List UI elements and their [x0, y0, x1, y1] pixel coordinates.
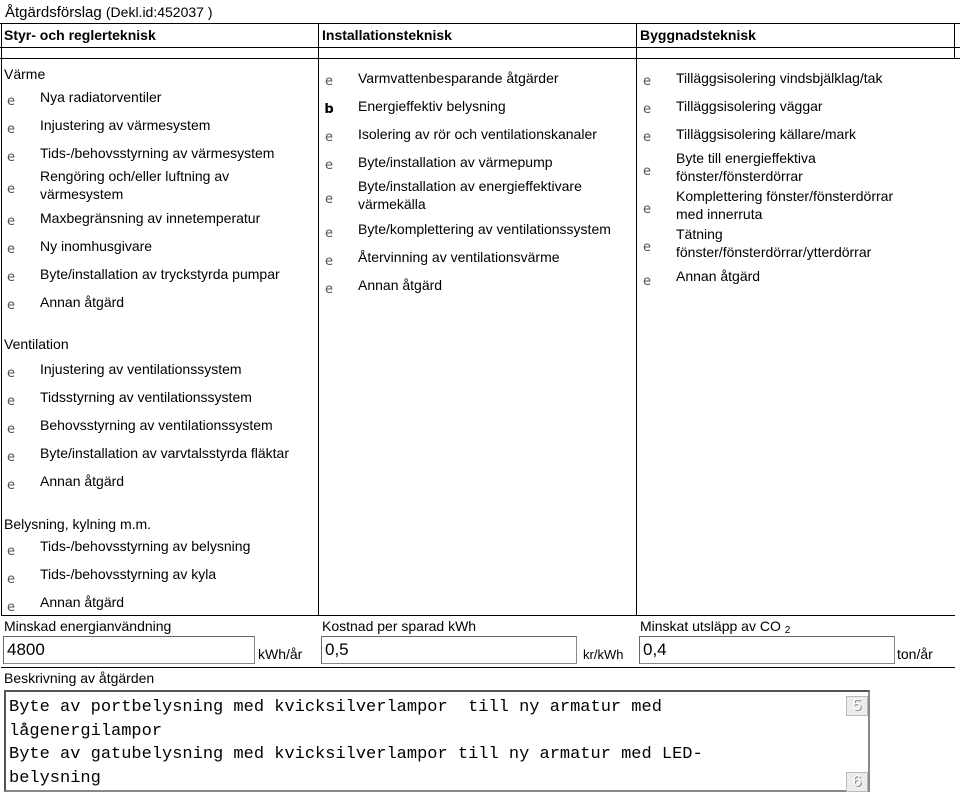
- checkbox-injustering-varmesystem[interactable]: e: [7, 122, 15, 137]
- energy-input[interactable]: 4800: [3, 636, 255, 664]
- co2-subscript: 2: [784, 625, 791, 636]
- label-komplettering-fonster-line2: med innerruta: [676, 206, 763, 222]
- label-vindsbjalklag: Tilläggsisolering vindsbjälklag/tak: [676, 70, 883, 86]
- label-tidsstyrning-varmesystem: Tids-/behovsstyrning av värmesystem: [40, 145, 275, 161]
- header-divider: [0, 47, 960, 48]
- label-varmepump: Byte/installation av värmepump: [358, 154, 553, 170]
- checkbox-nya-radiatorventiler[interactable]: e: [7, 94, 15, 109]
- label-tatning-line1: Tätning: [676, 226, 723, 242]
- page-up-button[interactable]: 5: [846, 696, 868, 716]
- label-isolering-ror: Isolering av rör och ventilationskanaler: [358, 126, 597, 142]
- checkbox-inst-annan-atgard[interactable]: e: [325, 282, 333, 297]
- checkbox-rengoring-luftning[interactable]: e: [7, 182, 15, 197]
- checkbox-isolering-ror[interactable]: e: [325, 130, 333, 145]
- checkbox-ny-inomhusgivare[interactable]: e: [7, 242, 15, 257]
- label-atervinning-ventilation: Återvinning av ventilationsvärme: [358, 249, 560, 265]
- left-border: [1, 23, 2, 615]
- label-belysning-annan-atgard: Annan åtgärd: [40, 594, 125, 610]
- checkbox-komplettering-ventilation[interactable]: e: [325, 226, 333, 241]
- section-heading-varme: Värme: [4, 66, 46, 82]
- co2-input[interactable]: 0,4: [639, 636, 895, 664]
- label-varvtalsstyrda-flaktar: Byte/installation av varvtalsstyrda fläktar: [40, 445, 289, 461]
- label-rengoring-luftning-line1: Rengöring och/eller luftning av: [40, 168, 230, 184]
- checkbox-isolering-vaggar[interactable]: e: [643, 102, 651, 117]
- label-beskrivning: Beskrivning av åtgärden: [4, 670, 155, 686]
- checkbox-vindsbjalklag[interactable]: e: [643, 74, 651, 89]
- checkbox-tryckstyrda-pumpar[interactable]: e: [7, 270, 15, 285]
- checkbox-tatning[interactable]: e: [643, 240, 651, 255]
- label-inst-annan-atgard: Annan åtgärd: [358, 277, 443, 293]
- checkbox-atervinning-ventilation[interactable]: e: [325, 254, 333, 269]
- page-down-button[interactable]: 6: [846, 772, 868, 792]
- col-divider-1: [318, 23, 319, 615]
- label-isolering-vaggar: Tilläggsisolering väggar: [676, 98, 823, 114]
- label-energieffektiv-belysning: Energieffektiv belysning: [358, 98, 506, 114]
- checkbox-tidsstyrning-belysning[interactable]: e: [7, 544, 15, 559]
- checkbox-varmepump[interactable]: e: [325, 158, 333, 173]
- label-komplettering-ventilation: Byte/komplettering av ventilationssystem: [358, 221, 611, 237]
- declaration-id: (Dekl.id:452037 ): [105, 4, 213, 20]
- checkbox-energieffektivare-varmekalla[interactable]: e: [325, 192, 333, 207]
- label-varme-annan-atgard: Annan åtgärd: [40, 294, 125, 310]
- checkbox-belysning-annan-atgard[interactable]: e: [7, 600, 15, 615]
- section-heading-ventilation: Ventilation: [4, 336, 69, 352]
- label-energieffektiva-fonster-line2: fönster/fönsterdörrar: [676, 168, 803, 184]
- title-text: Åtgärdsförslag: [5, 4, 102, 21]
- label-ny-inomhusgivare: Ny inomhusgivare: [40, 238, 153, 254]
- section-heading-belysning: Belysning, kylning m.m.: [4, 516, 152, 532]
- column-header-styr: Styr- och reglerteknisk: [4, 27, 156, 43]
- label-tidsstyrning-ventilation: Tidsstyrning av ventilationssystem: [40, 389, 252, 405]
- label-komplettering-fonster-line1: Komplettering fönster/fönsterdörrar: [676, 188, 894, 204]
- label-rengoring-luftning-line2: värmesystem: [40, 186, 124, 202]
- top-divider: [0, 23, 960, 24]
- checkbox-tidsstyrning-varmesystem[interactable]: e: [7, 150, 15, 165]
- label-injustering-varmesystem: Injustering av värmesystem: [40, 117, 211, 133]
- checkbox-tidsstyrning-kyla[interactable]: e: [7, 572, 15, 587]
- checkbox-varvtalsstyrda-flaktar[interactable]: e: [7, 450, 15, 465]
- page-title: [5, 4, 213, 21]
- description-divider: [1, 667, 955, 668]
- checkbox-energieffektiva-fonster[interactable]: e: [643, 164, 651, 179]
- label-energieffektivare-line1: Byte/installation av energieffektivare: [358, 178, 582, 194]
- checkbox-tidsstyrning-ventilation[interactable]: e: [7, 394, 15, 409]
- cost-unit: kr/kWh: [583, 647, 624, 662]
- label-tatning-line2: fönster/fönsterdörrar/ytterdörrar: [676, 244, 872, 260]
- label-isolering-kallare: Tilläggsisolering källare/mark: [676, 126, 856, 142]
- label-energieffektivare-line2: värmekälla: [358, 196, 426, 212]
- label-kostnad-per-kwh: Kostnad per sparad kWh: [322, 618, 477, 634]
- checkbox-bygg-annan-atgard[interactable]: e: [643, 274, 651, 289]
- label-injustering-ventilation: Injustering av ventilationssystem: [40, 361, 242, 377]
- checkbox-injustering-ventilation[interactable]: e: [7, 366, 15, 381]
- label-ventilation-annan-atgard: Annan åtgärd: [40, 473, 125, 489]
- checkbox-ventilation-annan-atgard[interactable]: e: [7, 478, 15, 493]
- label-tryckstyrda-pumpar: Byte/installation av tryckstyrda pumpar: [40, 266, 280, 282]
- label-maxbegransning: Maxbegränsning av innetemperatur: [40, 210, 261, 226]
- column-header-installation: Installationsteknisk: [322, 27, 452, 43]
- label-minskad-energianvandning: Minskad energianvändning: [4, 618, 172, 634]
- description-textarea[interactable]: Byte av portbelysning med kvicksilverlampor till ny armatur med lågenergilampor Byte av gatubelysning med kvicksilverlampor till ny armatur med LED- belysning: [4, 690, 870, 792]
- checkbox-isolering-kallare[interactable]: e: [643, 130, 651, 145]
- co2-label-text: Minskat utsläpp av CO: [640, 618, 781, 634]
- label-nya-radiatorventiler: Nya radiatorventiler: [40, 89, 162, 105]
- label-energieffektiva-fonster-line1: Byte till energieffektiva: [676, 150, 816, 166]
- column-header-bygg: Byggnadsteknisk: [640, 27, 756, 43]
- label-bygg-annan-atgard: Annan åtgärd: [676, 268, 761, 284]
- label-varmvattenbesparande: Varmvattenbesparande åtgärder: [358, 70, 559, 86]
- col-divider-2: [636, 23, 637, 615]
- checkbox-komplettering-fonster[interactable]: e: [643, 202, 651, 217]
- co2-unit: ton/år: [897, 646, 933, 662]
- label-tidsstyrning-kyla: Tids-/behovsstyrning av kyla: [40, 566, 217, 582]
- cost-input[interactable]: 0,5: [321, 636, 577, 664]
- checkbox-varmvattenbesparande[interactable]: e: [325, 74, 333, 89]
- label-tidsstyrning-belysning: Tids-/behovsstyrning av belysning: [40, 538, 251, 554]
- checkbox-maxbegransning[interactable]: e: [7, 214, 15, 229]
- header-divider-2: [0, 58, 960, 59]
- energy-unit: kWh/år: [258, 646, 303, 662]
- checkbox-energieffektiv-belysning-checked[interactable]: b: [324, 102, 334, 117]
- right-border: [954, 23, 955, 58]
- checkbox-varme-annan-atgard[interactable]: e: [7, 298, 15, 313]
- label-behovsstyrning-ventilation: Behovsstyrning av ventilationssystem: [40, 417, 273, 433]
- checkbox-behovsstyrning-ventilation[interactable]: e: [7, 422, 15, 437]
- metrics-divider: [1, 615, 955, 616]
